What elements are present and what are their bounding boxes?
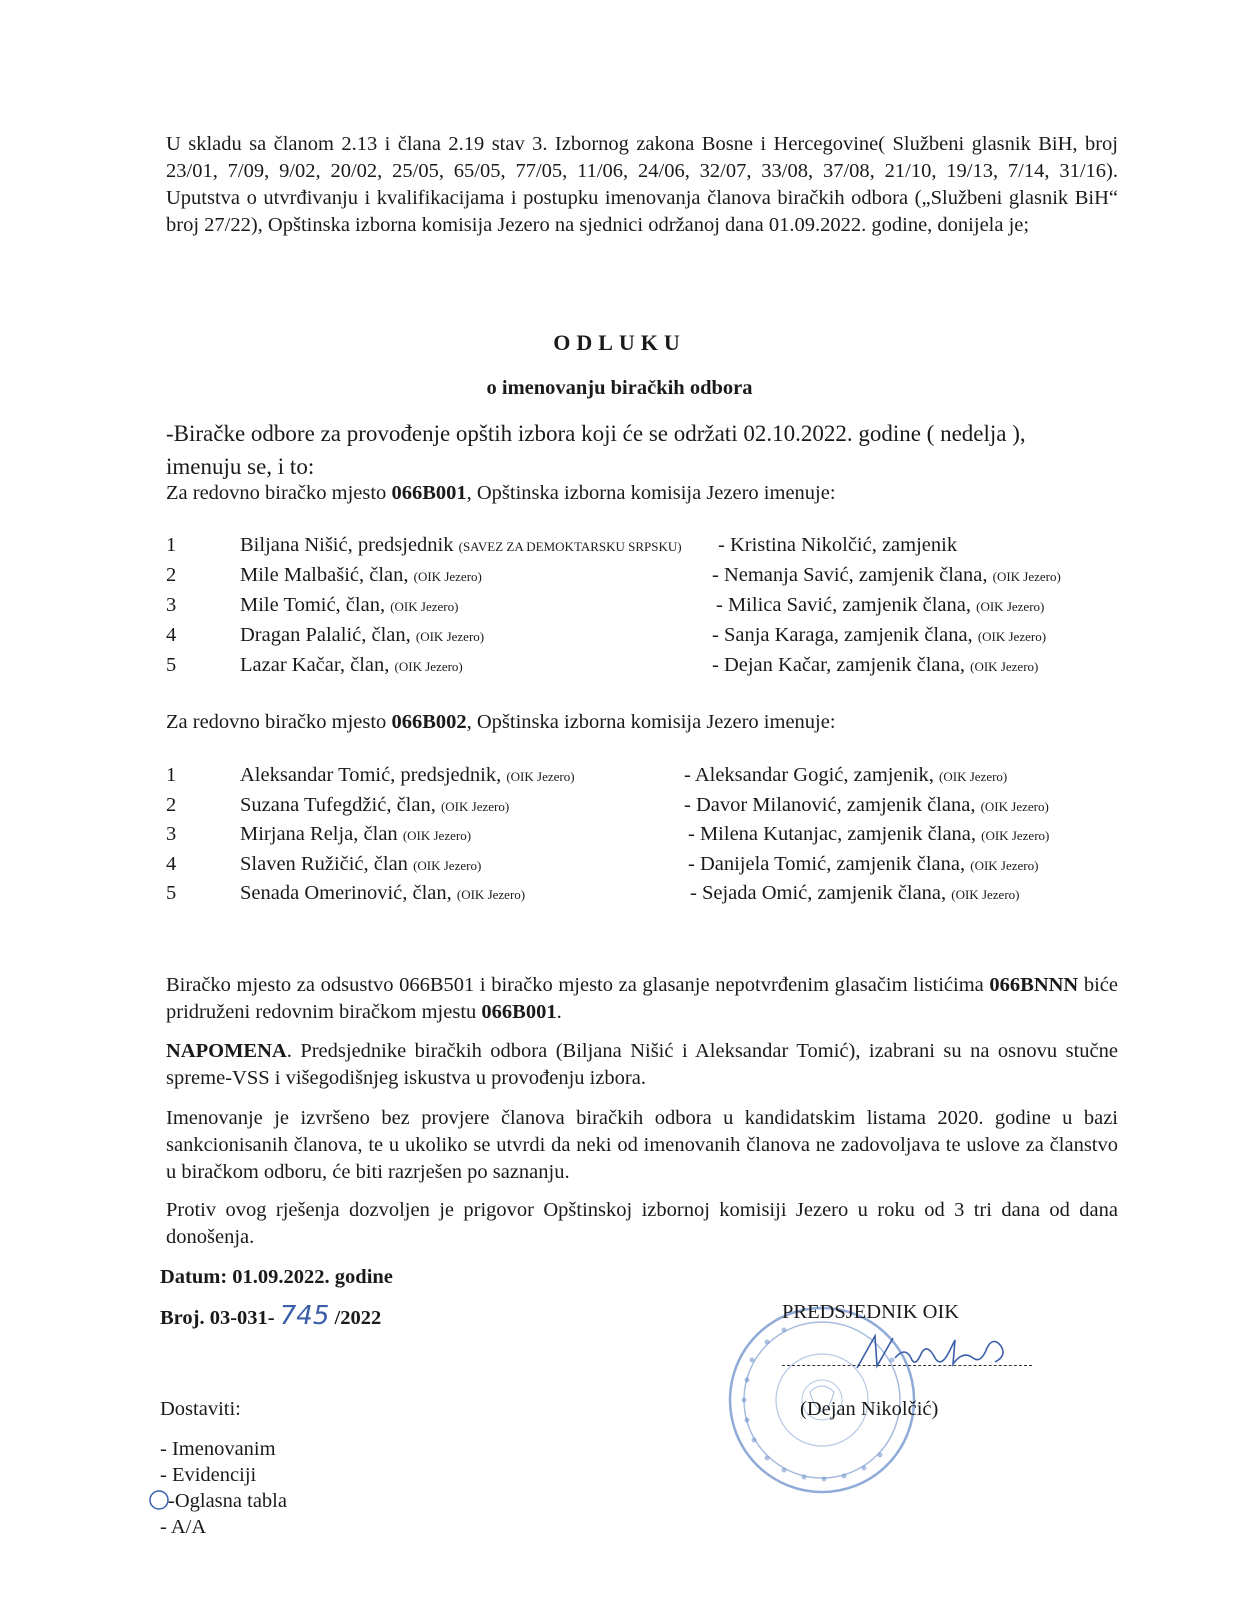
deputy-affiliation: (OIK Jezero) [992,569,1061,584]
member-name: Aleksandar Tomić, predsjednik, [240,764,502,786]
preamble-paragraph: U skladu sa članom 2.13 i člana 2.19 stav 3. Izbornog zakona Bosne i Hercegovine( Službeni glasnik BiH, broj 23/01, 7/09, 9/02, 20/02, 25/05, 65/05, 77/05, 11/06, 24/06, 32/07, 33/08, 37/08, 21/10, 19/13, 7/14, 31/16). Uputstva o utvrđivanju i kvalifikacijama i postupku imenovanja članova biračkih odbora („Službeni glasnik BiH“ broj 27/22), Opštinska izborna komisija Jezero na sjednici održanoj dana 01.09.2022. godine, donijela je; [166,133,1118,236]
member-cell [240,534,682,557]
member-name: Lazar Kačar, član, [240,654,390,676]
deputy-affiliation: (OIK Jezero) [981,828,1050,843]
deputy-affiliation: (OIK Jezero) [970,659,1039,674]
document-subtitle: o imenovanju biračkih odbora [486,377,753,399]
committee-row [0,853,1239,881]
deputy-affiliation: (OIK Jezero) [939,769,1008,784]
deputy-affiliation: (OIK Jezero) [977,629,1047,644]
objection-paragraph: Protiv ovog rješenja dozvoljen je prigovor Opštinskoj izbornoj komisiji Jezero u roku od 3 tri dana od dana donošenja. [166,1199,1118,1248]
member-cell [240,853,481,876]
polling-station-heading-1 [166,482,836,505]
handwritten-circle-mark-icon [148,1489,170,1511]
member-name: Mile Malbašić, član, [240,564,409,586]
number-suffix: /2022 [329,1307,382,1329]
member-affiliation: (OIK Jezero) [440,798,510,814]
note-text: . Predsjednike biračkih odbora (Biljana Nišić i Aleksandar Tomić), izabrani su na osnovu stučne spreme-VSS i višegodišnjeg iskustva u provođenju izbora. [166,1040,1118,1089]
deputy-cell [712,654,1038,677]
row-number: 5 [166,882,177,904]
deputy-affiliation: (OIK Jezero) [970,857,1039,873]
committee-row [0,624,1239,652]
member-cell [240,564,482,587]
member-affiliation: (OIK Jezero) [506,769,575,784]
deputy-cell [690,882,1019,905]
member-affiliation: (OIK Jezero) [415,629,485,644]
row-number: 2 [166,793,177,816]
row-number: 4 [166,624,177,646]
heading-text: Za redovno biračko mjesto [166,482,392,504]
deputy-name: - Sejada Omić, zamjenik člana, [690,882,947,904]
signature-line [782,1365,1032,1366]
member-name: Mirjana Relja, član [240,823,398,845]
deputy-name: - Aleksandar Gogić, zamjenik, [684,764,934,786]
deputy-name: - Danijela Tomić, zamjenik člana, [688,852,966,875]
distribution-item: - A/A [160,1516,207,1538]
member-cell [240,624,484,647]
distribution-item: - Evidenciji [160,1464,257,1486]
handwritten-number: 745 [279,1301,330,1331]
polling-station-code: 066B002 [391,711,467,733]
committee-row [0,564,1239,592]
member-name: Biljana Nišić, predsjednik [240,534,454,556]
distribution-heading: Dostaviti: [160,1398,241,1420]
distribution-item: - Imenovanim [160,1438,276,1460]
committee-row [0,823,1239,851]
member-name: Mile Tomić, član, [240,594,386,616]
deputy-cell [718,534,957,557]
member-name: Slaven Ružičić, član [240,852,408,875]
member-affiliation: (OIK Jezero) [390,599,459,614]
polling-station-heading-2 [166,711,836,734]
deputy-cell [688,823,1049,846]
member-affiliation: (OIK Jezero) [456,887,526,902]
deputy-name: - Dejan Kačar, zamjenik člana, [712,654,966,676]
distribution-item: -Oglasna tabla [168,1490,287,1512]
deputy-cell [684,764,1007,787]
appointment-paragraph: Imenovanje je izvršeno bez provjere članova biračkih odbora u kandidatskim listama 2020. godine u bazi sankcionisanih članova, te u ukoliko se utvrdi da neki od imenovanih članova ne zadovoljava te uslove za članstvo u biračkom odboru, će biti razrješen po saznanju. [166,1107,1118,1183]
deputy-name: - Davor Milanović, zamjenik člana, [684,793,976,816]
row-number: 4 [166,852,177,875]
absentee-paragraph [166,972,1118,1026]
deputy-cell [688,853,1038,876]
row-number: 2 [166,564,177,586]
polling-station-code: 066B001 [481,1001,557,1023]
member-cell [240,594,458,617]
heading-text: Za redovno biračko mjesto [166,711,392,733]
deputy-name: - Sanja Karaga, zamjenik člana, [712,624,973,646]
committee-row [0,882,1239,910]
deputy-affiliation: (OIK Jezero) [951,887,1020,902]
paragraph-text: Biračko mjesto za odsustvo 066B501 i biračko mjesto za glasanje nepotvrđenim glasačim listićima [166,974,990,996]
committee-row [0,764,1239,792]
heading-text: , Opštinska izborna komisija Jezero imenuje: [466,482,836,504]
deputy-affiliation: (OIK Jezero) [980,798,1049,814]
heading-text: , Opštinska izborna komisija Jezero imenuje: [466,711,836,733]
deputy-cell [684,794,1049,817]
signatory-name: (Dejan Nikolčić) [800,1398,939,1420]
committee-row [0,534,1239,562]
deputy-cell [716,594,1044,617]
deputy-name: - Kristina Nikolčić, zamjenik [718,534,958,556]
member-cell [240,654,463,677]
deputy-name: - Milica Savić, zamjenik člana, [716,594,972,616]
row-number: 3 [166,823,177,845]
row-number: 1 [166,764,177,786]
deputy-cell [712,624,1046,647]
committee-row [0,594,1239,622]
signatory-role: PREDSJEDNIK OIK [782,1301,960,1323]
member-cell [240,764,575,787]
deputy-cell [712,564,1061,587]
intro-line-1: -Biračke odbore za provođenje opštih izbora koji će se održati 02.10.2022. godine ( nedelja ), [166,421,1026,446]
deputy-name: - Milena Kutanjac, zamjenik člana, [688,823,977,845]
decision-date: Datum: 01.09.2022. godine [160,1266,393,1288]
member-cell [240,882,525,905]
committee-row [0,654,1239,682]
member-affiliation: (OIK Jezero) [413,569,482,584]
document-title: ODLUKU [553,330,686,355]
handwritten-signature-icon [855,1328,1015,1378]
polling-station-code: 066B001 [391,482,467,504]
committee-row [0,794,1239,822]
member-name: Suzana Tufegdžić, član, [240,793,436,816]
member-cell [240,794,509,817]
row-number: 3 [166,594,177,616]
member-affiliation: (OIK Jezero) [402,828,472,843]
number-prefix: Broj. 03-031- [160,1307,280,1329]
member-cell [240,823,471,846]
member-affiliation: (OIK Jezero) [394,659,463,674]
row-number: 1 [166,534,177,556]
note-paragraph [166,1038,1118,1092]
paragraph-text: . [556,1001,562,1023]
deputy-affiliation: (OIK Jezero) [976,599,1045,614]
deputy-name: - Nemanja Savić, zamjenik člana, [712,564,988,586]
member-name: Dragan Palalić, član, [240,624,411,646]
intro-line-2: imenuju se, i to: [166,454,315,479]
note-label: NAPOMENA [166,1040,287,1062]
polling-station-code: 066BNNN [989,974,1079,996]
row-number: 5 [166,654,177,676]
member-affiliation: (OIK Jezero) [413,857,482,873]
paragraph-text: biće pridruženi redovnim biračkom mjestu [166,974,1118,1023]
decision-number [160,1301,381,1331]
member-name: Senada Omerinović, član, [240,882,452,904]
member-affiliation: (SAVEZ ZA DEMOKTARSKU SRPSKU) [458,539,682,554]
